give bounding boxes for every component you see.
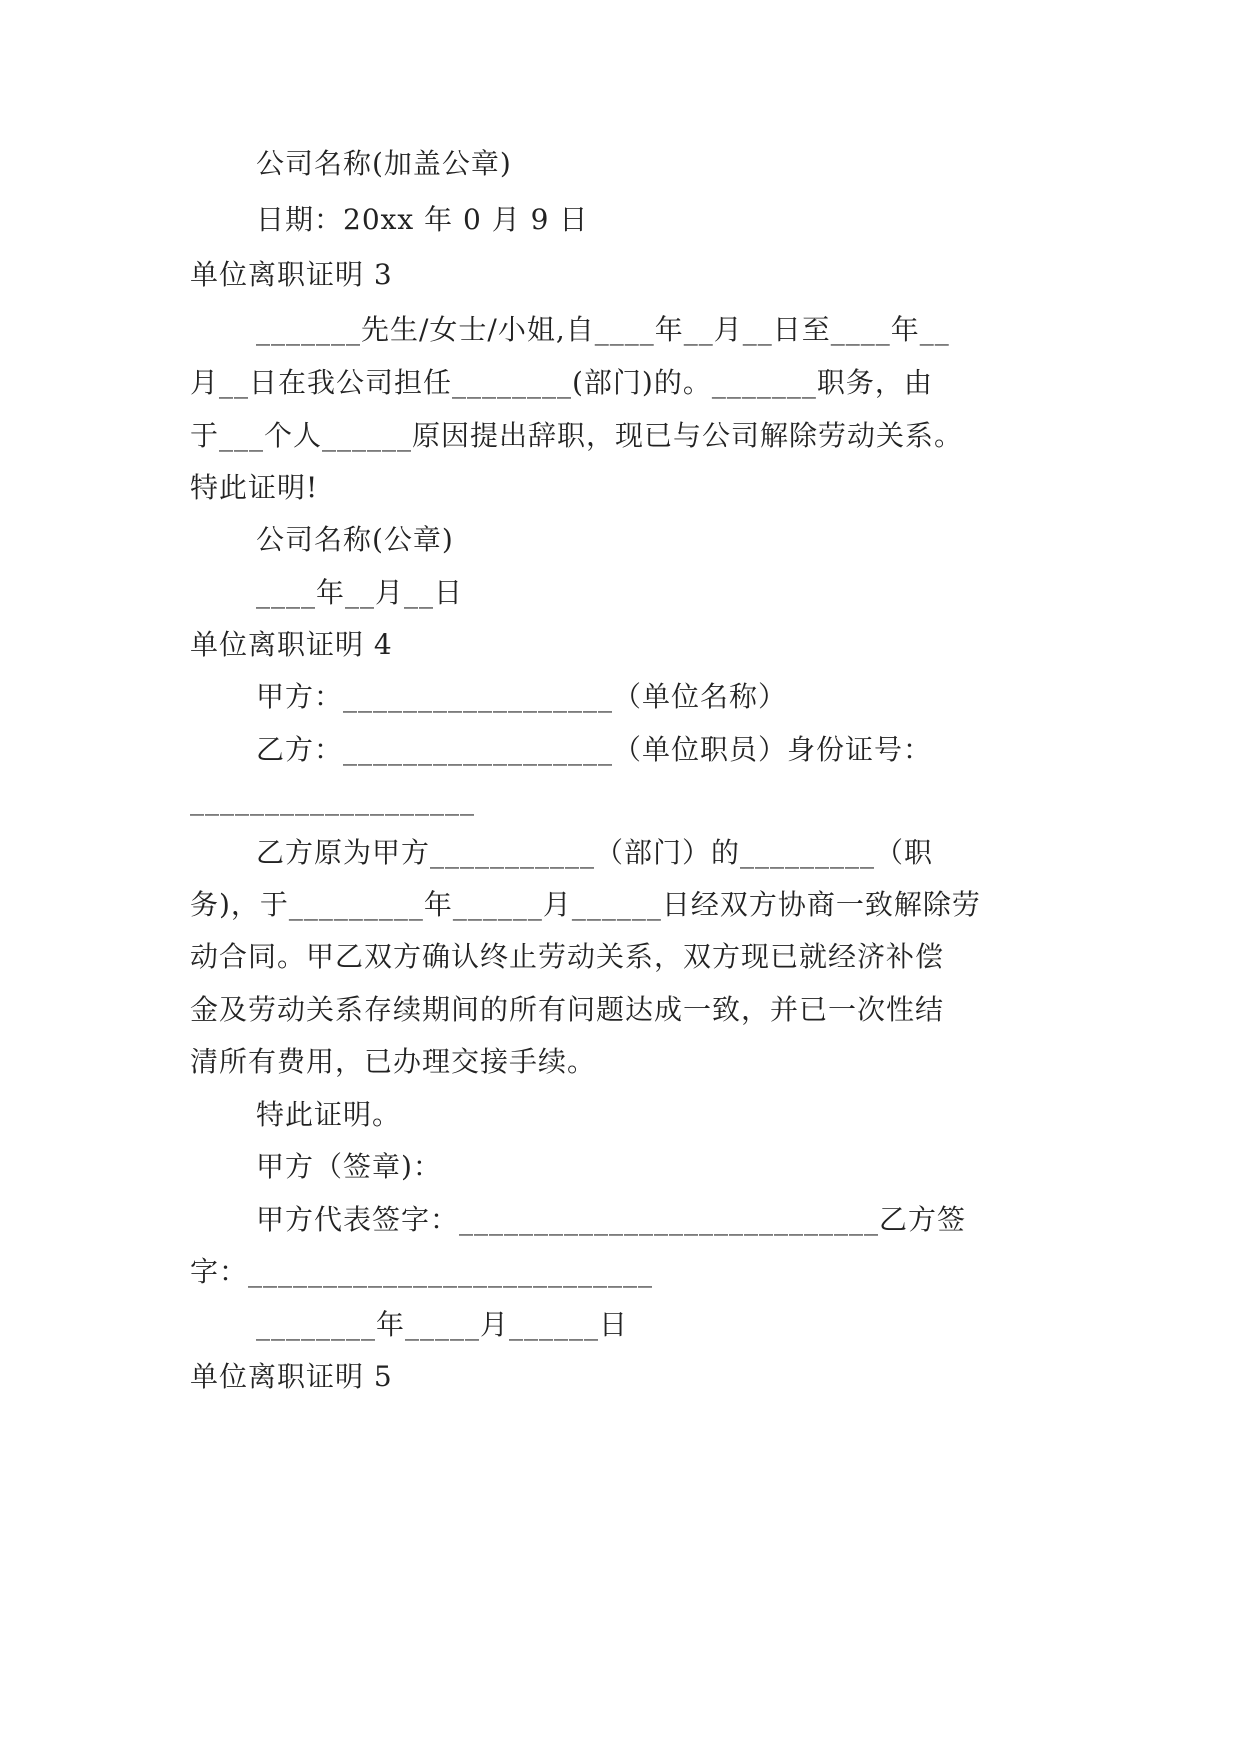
- section-heading-5: 单位离职证明 5: [190, 1360, 393, 1393]
- paragraph-line: 清所有费用，已办理交接手续。: [190, 1045, 597, 1078]
- paragraph-line: 动合同。甲乙双方确认终止劳动关系，双方现已就经济补偿: [190, 940, 945, 973]
- date-line: 日期：20xx 年 0 月 9 日: [256, 203, 589, 236]
- date-blank-line: ____年__月__日: [256, 576, 464, 609]
- party-b-line: 乙方：__________________（单位职员）身份证号：: [256, 733, 933, 766]
- paragraph-line: _______先生/女士/小姐,自____年__月__日至____年__: [256, 313, 950, 346]
- party-a-seal-line: 甲方（签章)：: [256, 1150, 442, 1183]
- signature-line: 字：___________________________: [190, 1255, 654, 1288]
- paragraph-line: 务)，于_________年______月______日经双方协商一致解除劳: [190, 888, 981, 921]
- party-a-line: 甲方：__________________（单位名称）: [256, 680, 788, 713]
- paragraph-line: 于___个人______原因提出辞职，现已与公司解除劳动关系。: [190, 419, 964, 452]
- date-blank-line: ________年_____月______日: [256, 1308, 629, 1341]
- section-heading-4: 单位离职证明 4: [190, 628, 393, 661]
- paragraph-line: 月__日在我公司担任________(部门)的。_______职务，由: [190, 366, 933, 399]
- paragraph-line: 乙方原为甲方___________（部门）的_________（职: [256, 836, 934, 869]
- company-seal-line: 公司名称(公章): [256, 523, 454, 556]
- paragraph-line: 金及劳动关系存续期间的所有问题达成一致，并已一次性结: [190, 993, 945, 1026]
- id-number-blank: ___________________: [190, 783, 475, 816]
- signature-line: 甲方代表签字：____________________________乙方签: [256, 1203, 967, 1236]
- paragraph-line: 特此证明!: [190, 471, 319, 504]
- certification-line: 特此证明。: [256, 1098, 402, 1131]
- section-heading-3: 单位离职证明 3: [190, 258, 393, 291]
- company-name-line: 公司名称(加盖公章): [256, 147, 512, 180]
